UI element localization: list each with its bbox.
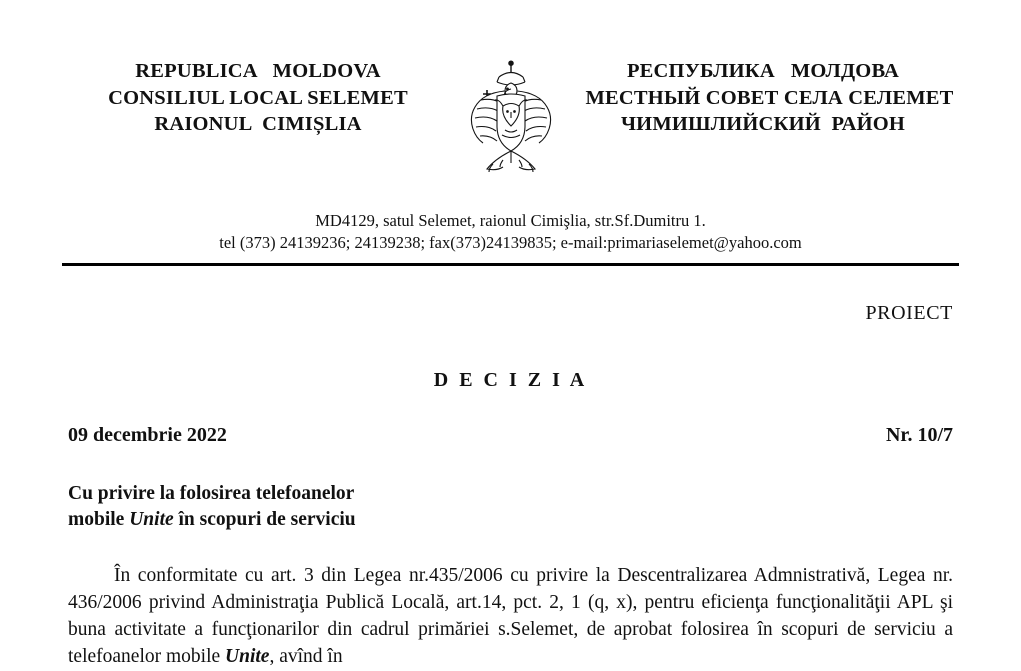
subject-suffix: în scopuri de serviciu bbox=[173, 508, 356, 530]
header-ru-line-2: МЕСТНЫЙ СОВЕТ СЕЛА СЕЛЕМЕТ bbox=[585, 86, 954, 109]
header-ru-line-1: РЕСПУБЛИКА МОЛДОВА bbox=[626, 60, 900, 82]
header-ro-line-2: CONSILIUL LOCAL SELEMET bbox=[108, 86, 408, 109]
decision-paragraph bbox=[68, 563, 953, 671]
header-ru-line-3: ЧИМИШЛИЙСКИЙ РАЙОН bbox=[620, 113, 906, 136]
page-title: D E C I Z I A bbox=[433, 368, 588, 391]
decision-subject bbox=[68, 481, 628, 534]
coat-of-arms-icon bbox=[436, 58, 586, 178]
header-divider bbox=[62, 263, 959, 266]
decision-meta-row bbox=[68, 424, 953, 447]
decision-subject-line-2 bbox=[68, 507, 628, 533]
paragraph-brand: Unite bbox=[225, 645, 270, 667]
paragraph-part-2: , avînd în bbox=[269, 645, 343, 667]
paragraph-part-1: În conformitate cu art. 3 din Legea nr.435/2006 cu privire la Descentralizarea Admnistrativă, Legea nr. 436/2006 privind Administraţia Publică Locală, art.14, pct. 2, 1 (q, x), pentru eficienţa funcţionalităţii APL şi buna activitate a funcţionarilor din cadrul primăriei s.Selemet, de aprobat folosirea în scopuri de serviciu a telefoanelor mobile bbox=[68, 565, 953, 667]
header-russian-block bbox=[585, 58, 954, 138]
header-romanian-block bbox=[81, 58, 436, 138]
address-block bbox=[0, 210, 1021, 255]
draft-label: PROIECT bbox=[865, 301, 953, 324]
decision-date: 09 decembrie 2022 bbox=[68, 423, 227, 446]
decision-number: Nr. 10/7 bbox=[885, 423, 953, 446]
subject-prefix: mobile bbox=[68, 508, 130, 530]
address-line-2: tel (373) 24139236; 24139238; fax(373)24139835; e-mail:primariaselemet@yahoo.com bbox=[219, 233, 802, 253]
header-ro-line-3: RAIONUL CIMIȘLIA bbox=[154, 113, 362, 136]
document-body bbox=[0, 302, 1021, 671]
document-header bbox=[0, 0, 1021, 178]
decision-subject-line-1: Cu privire la folosirea telefoanelor bbox=[68, 482, 355, 504]
subject-brand: Unite bbox=[129, 508, 174, 530]
header-ro-line-1: REPUBLICA MOLDOVA bbox=[135, 60, 381, 82]
address-line-1: MD4129, satul Selemet, raionul Cimişlia, str.Sf.Dumitru 1. bbox=[315, 211, 706, 230]
